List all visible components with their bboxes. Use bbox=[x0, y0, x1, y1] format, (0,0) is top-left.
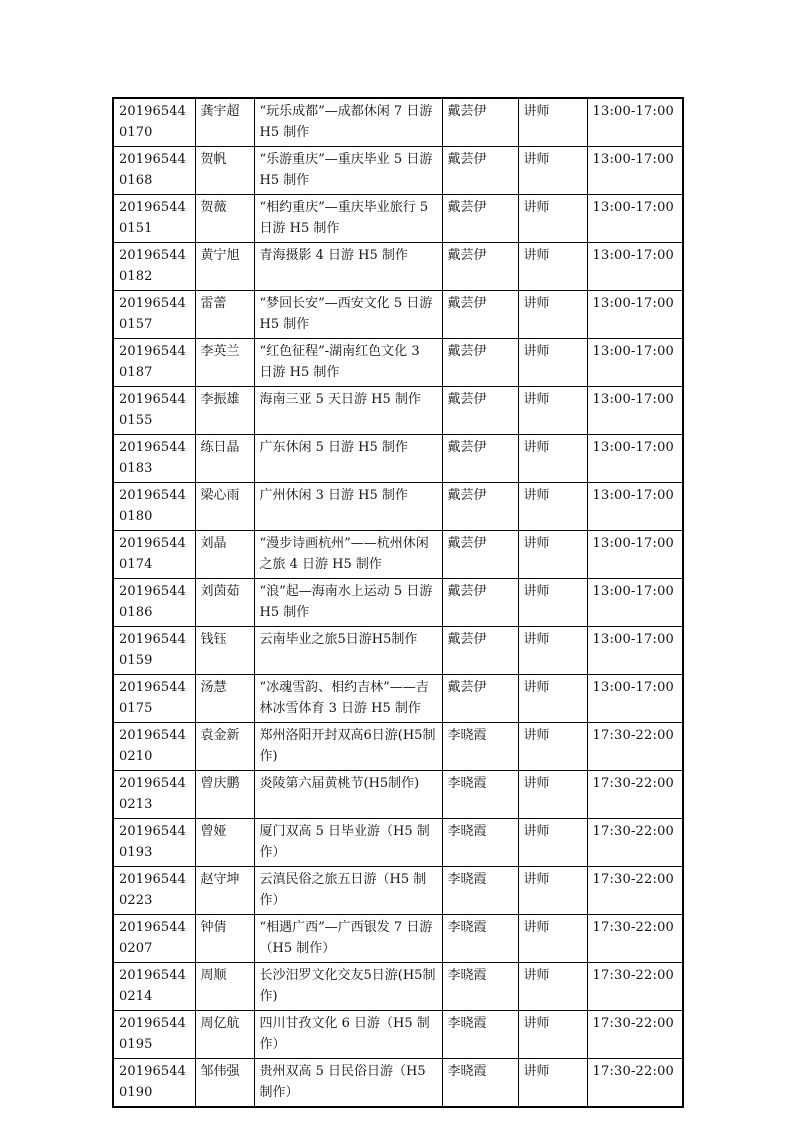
teacher-name-cell: 戴芸伊 bbox=[442, 483, 518, 531]
project-title-cell: “梦回长安”—西安文化 5 日游 H5 制作 bbox=[254, 291, 442, 339]
teacher-rank-cell: 讲师 bbox=[518, 387, 587, 435]
teacher-name-cell: 戴芸伊 bbox=[442, 579, 518, 627]
teacher-name-cell: 戴芸伊 bbox=[442, 627, 518, 675]
time-slot-cell: 13:00-17:00 bbox=[587, 98, 683, 147]
project-title-cell: 四川甘孜文化 6 日游（H5 制作） bbox=[254, 1011, 442, 1059]
teacher-rank-cell: 讲师 bbox=[518, 819, 587, 867]
project-title-cell: 青海摄影 4 日游 H5 制作 bbox=[254, 243, 442, 291]
student-id-cell: 201965440223 bbox=[113, 867, 195, 915]
teacher-rank-cell: 讲师 bbox=[518, 243, 587, 291]
student-id-cell: 201965440170 bbox=[113, 98, 195, 147]
student-name-cell: 梁心雨 bbox=[195, 483, 254, 531]
teacher-name-cell: 李晓霞 bbox=[442, 915, 518, 963]
table-row bbox=[113, 867, 683, 915]
project-title-cell: “相约重庆”—重庆毕业旅行 5 日游 H5 制作 bbox=[254, 195, 442, 243]
student-name-cell: 邹伟强 bbox=[195, 1059, 254, 1108]
table-row bbox=[113, 339, 683, 387]
student-id-cell: 201965440195 bbox=[113, 1011, 195, 1059]
teacher-name-cell: 李晓霞 bbox=[442, 819, 518, 867]
teacher-name-cell: 李晓霞 bbox=[442, 771, 518, 819]
student-name-cell: 赵守坤 bbox=[195, 867, 254, 915]
table-row bbox=[113, 915, 683, 963]
time-slot-cell: 17:30-22:00 bbox=[587, 771, 683, 819]
time-slot-cell: 13:00-17:00 bbox=[587, 483, 683, 531]
student-id-cell: 201965440183 bbox=[113, 435, 195, 483]
table-row bbox=[113, 243, 683, 291]
student-name-cell: 刘晶 bbox=[195, 531, 254, 579]
student-id-cell: 201965440157 bbox=[113, 291, 195, 339]
table-row bbox=[113, 291, 683, 339]
student-name-cell: 钟倩 bbox=[195, 915, 254, 963]
teacher-rank-cell: 讲师 bbox=[518, 531, 587, 579]
project-title-cell: 云南毕业之旅5日游H5制作 bbox=[254, 627, 442, 675]
teacher-rank-cell: 讲师 bbox=[518, 579, 587, 627]
teacher-name-cell: 戴芸伊 bbox=[442, 195, 518, 243]
student-id-cell: 201965440175 bbox=[113, 675, 195, 723]
table-row bbox=[113, 1011, 683, 1059]
teacher-name-cell: 戴芸伊 bbox=[442, 531, 518, 579]
teacher-rank-cell: 讲师 bbox=[518, 1011, 587, 1059]
student-id-cell: 201965440174 bbox=[113, 531, 195, 579]
table-row bbox=[113, 579, 683, 627]
table-row bbox=[113, 627, 683, 675]
student-name-cell: 袁金新 bbox=[195, 723, 254, 771]
teacher-name-cell: 戴芸伊 bbox=[442, 147, 518, 195]
student-name-cell: 周亿航 bbox=[195, 1011, 254, 1059]
time-slot-cell: 13:00-17:00 bbox=[587, 387, 683, 435]
time-slot-cell: 13:00-17:00 bbox=[587, 339, 683, 387]
teacher-name-cell: 戴芸伊 bbox=[442, 339, 518, 387]
student-id-cell: 201965440155 bbox=[113, 387, 195, 435]
time-slot-cell: 17:30-22:00 bbox=[587, 915, 683, 963]
student-name-cell: 周顺 bbox=[195, 963, 254, 1011]
teacher-rank-cell: 讲师 bbox=[518, 675, 587, 723]
project-title-cell: “相遇广西”—广西银发 7 日游（H5 制作） bbox=[254, 915, 442, 963]
student-id-cell: 201965440190 bbox=[113, 1059, 195, 1108]
project-title-cell: “乐游重庆”—重庆毕业 5 日游 H5 制作 bbox=[254, 147, 442, 195]
teacher-name-cell: 李晓霞 bbox=[442, 1011, 518, 1059]
time-slot-cell: 17:30-22:00 bbox=[587, 1059, 683, 1108]
student-id-cell: 201965440207 bbox=[113, 915, 195, 963]
student-id-cell: 201965440210 bbox=[113, 723, 195, 771]
student-name-cell: 黄宁旭 bbox=[195, 243, 254, 291]
schedule-table-body bbox=[113, 98, 683, 1107]
time-slot-cell: 13:00-17:00 bbox=[587, 147, 683, 195]
project-title-cell: “浪”起—海南水上运动 5 日游 H5 制作 bbox=[254, 579, 442, 627]
student-id-cell: 201965440168 bbox=[113, 147, 195, 195]
project-title-cell: 长沙汨罗文化交友5日游(H5制作) bbox=[254, 963, 442, 1011]
time-slot-cell: 17:30-22:00 bbox=[587, 963, 683, 1011]
project-title-cell: “玩乐成都”—成都休闲 7 日游 H5 制作 bbox=[254, 98, 442, 147]
teacher-name-cell: 戴芸伊 bbox=[442, 291, 518, 339]
teacher-name-cell: 戴芸伊 bbox=[442, 387, 518, 435]
table-row bbox=[113, 483, 683, 531]
teacher-name-cell: 戴芸伊 bbox=[442, 98, 518, 147]
student-id-cell: 201965440193 bbox=[113, 819, 195, 867]
schedule-table bbox=[112, 97, 684, 1108]
table-row bbox=[113, 387, 683, 435]
project-title-cell: 郑州洛阳开封双高6日游(H5制作) bbox=[254, 723, 442, 771]
teacher-rank-cell: 讲师 bbox=[518, 723, 587, 771]
student-id-cell: 201965440186 bbox=[113, 579, 195, 627]
table-row bbox=[113, 147, 683, 195]
teacher-rank-cell: 讲师 bbox=[518, 147, 587, 195]
student-name-cell: 汤慧 bbox=[195, 675, 254, 723]
time-slot-cell: 13:00-17:00 bbox=[587, 579, 683, 627]
student-id-cell: 201965440213 bbox=[113, 771, 195, 819]
teacher-name-cell: 李晓霞 bbox=[442, 963, 518, 1011]
teacher-name-cell: 李晓霞 bbox=[442, 723, 518, 771]
student-name-cell: 贺帆 bbox=[195, 147, 254, 195]
table-row bbox=[113, 1059, 683, 1108]
teacher-rank-cell: 讲师 bbox=[518, 195, 587, 243]
time-slot-cell: 13:00-17:00 bbox=[587, 531, 683, 579]
student-name-cell: 钱钰 bbox=[195, 627, 254, 675]
teacher-rank-cell: 讲师 bbox=[518, 291, 587, 339]
time-slot-cell: 17:30-22:00 bbox=[587, 867, 683, 915]
time-slot-cell: 13:00-17:00 bbox=[587, 291, 683, 339]
student-name-cell: 李振雄 bbox=[195, 387, 254, 435]
student-name-cell: 龚宇超 bbox=[195, 98, 254, 147]
table-row bbox=[113, 675, 683, 723]
table-row bbox=[113, 435, 683, 483]
time-slot-cell: 17:30-22:00 bbox=[587, 819, 683, 867]
student-name-cell: 刘茵茹 bbox=[195, 579, 254, 627]
teacher-name-cell: 李晓霞 bbox=[442, 1059, 518, 1108]
teacher-rank-cell: 讲师 bbox=[518, 627, 587, 675]
student-name-cell: 李英兰 bbox=[195, 339, 254, 387]
student-id-cell: 201965440151 bbox=[113, 195, 195, 243]
teacher-name-cell: 戴芸伊 bbox=[442, 243, 518, 291]
time-slot-cell: 13:00-17:00 bbox=[587, 243, 683, 291]
project-title-cell: 海南三亚 5 天日游 H5 制作 bbox=[254, 387, 442, 435]
project-title-cell: “漫步诗画杭州”——杭州休闲之旅 4 日游 H5 制作 bbox=[254, 531, 442, 579]
teacher-rank-cell: 讲师 bbox=[518, 771, 587, 819]
project-title-cell: 云滇民俗之旅五日游（H5 制作） bbox=[254, 867, 442, 915]
table-row bbox=[113, 195, 683, 243]
student-name-cell: 曾娅 bbox=[195, 819, 254, 867]
student-name-cell: 曾庆鹏 bbox=[195, 771, 254, 819]
table-row bbox=[113, 819, 683, 867]
teacher-rank-cell: 讲师 bbox=[518, 98, 587, 147]
table-row bbox=[113, 963, 683, 1011]
time-slot-cell: 13:00-17:00 bbox=[587, 675, 683, 723]
teacher-rank-cell: 讲师 bbox=[518, 1059, 587, 1108]
project-title-cell: “冰魂雪韵、相约吉林”——吉林冰雪体育 3 日游 H5 制作 bbox=[254, 675, 442, 723]
teacher-rank-cell: 讲师 bbox=[518, 435, 587, 483]
teacher-name-cell: 戴芸伊 bbox=[442, 675, 518, 723]
student-name-cell: 练日晶 bbox=[195, 435, 254, 483]
teacher-rank-cell: 讲师 bbox=[518, 867, 587, 915]
time-slot-cell: 17:30-22:00 bbox=[587, 723, 683, 771]
student-name-cell: 贺薇 bbox=[195, 195, 254, 243]
table-row bbox=[113, 771, 683, 819]
time-slot-cell: 13:00-17:00 bbox=[587, 195, 683, 243]
table-row bbox=[113, 98, 683, 147]
teacher-rank-cell: 讲师 bbox=[518, 915, 587, 963]
student-name-cell: 雷蕾 bbox=[195, 291, 254, 339]
teacher-name-cell: 李晓霞 bbox=[442, 867, 518, 915]
project-title-cell: 广州休闲 3 日游 H5 制作 bbox=[254, 483, 442, 531]
teacher-rank-cell: 讲师 bbox=[518, 963, 587, 1011]
project-title-cell: “红色征程”-湖南红色文化 3 日游 H5 制作 bbox=[254, 339, 442, 387]
student-id-cell: 201965440180 bbox=[113, 483, 195, 531]
student-id-cell: 201965440187 bbox=[113, 339, 195, 387]
project-title-cell: 广东休闲 5 日游 H5 制作 bbox=[254, 435, 442, 483]
project-title-cell: 炎陵第六届黄桃节(H5制作) bbox=[254, 771, 442, 819]
student-id-cell: 201965440182 bbox=[113, 243, 195, 291]
project-title-cell: 厦门双高 5 日毕业游（H5 制作） bbox=[254, 819, 442, 867]
time-slot-cell: 13:00-17:00 bbox=[587, 627, 683, 675]
student-id-cell: 201965440159 bbox=[113, 627, 195, 675]
teacher-name-cell: 戴芸伊 bbox=[442, 435, 518, 483]
time-slot-cell: 13:00-17:00 bbox=[587, 435, 683, 483]
project-title-cell: 贵州双高 5 日民俗日游（H5 制作） bbox=[254, 1059, 442, 1108]
time-slot-cell: 17:30-22:00 bbox=[587, 1011, 683, 1059]
teacher-rank-cell: 讲师 bbox=[518, 483, 587, 531]
table-row bbox=[113, 531, 683, 579]
table-row bbox=[113, 723, 683, 771]
student-id-cell: 201965440214 bbox=[113, 963, 195, 1011]
teacher-rank-cell: 讲师 bbox=[518, 339, 587, 387]
